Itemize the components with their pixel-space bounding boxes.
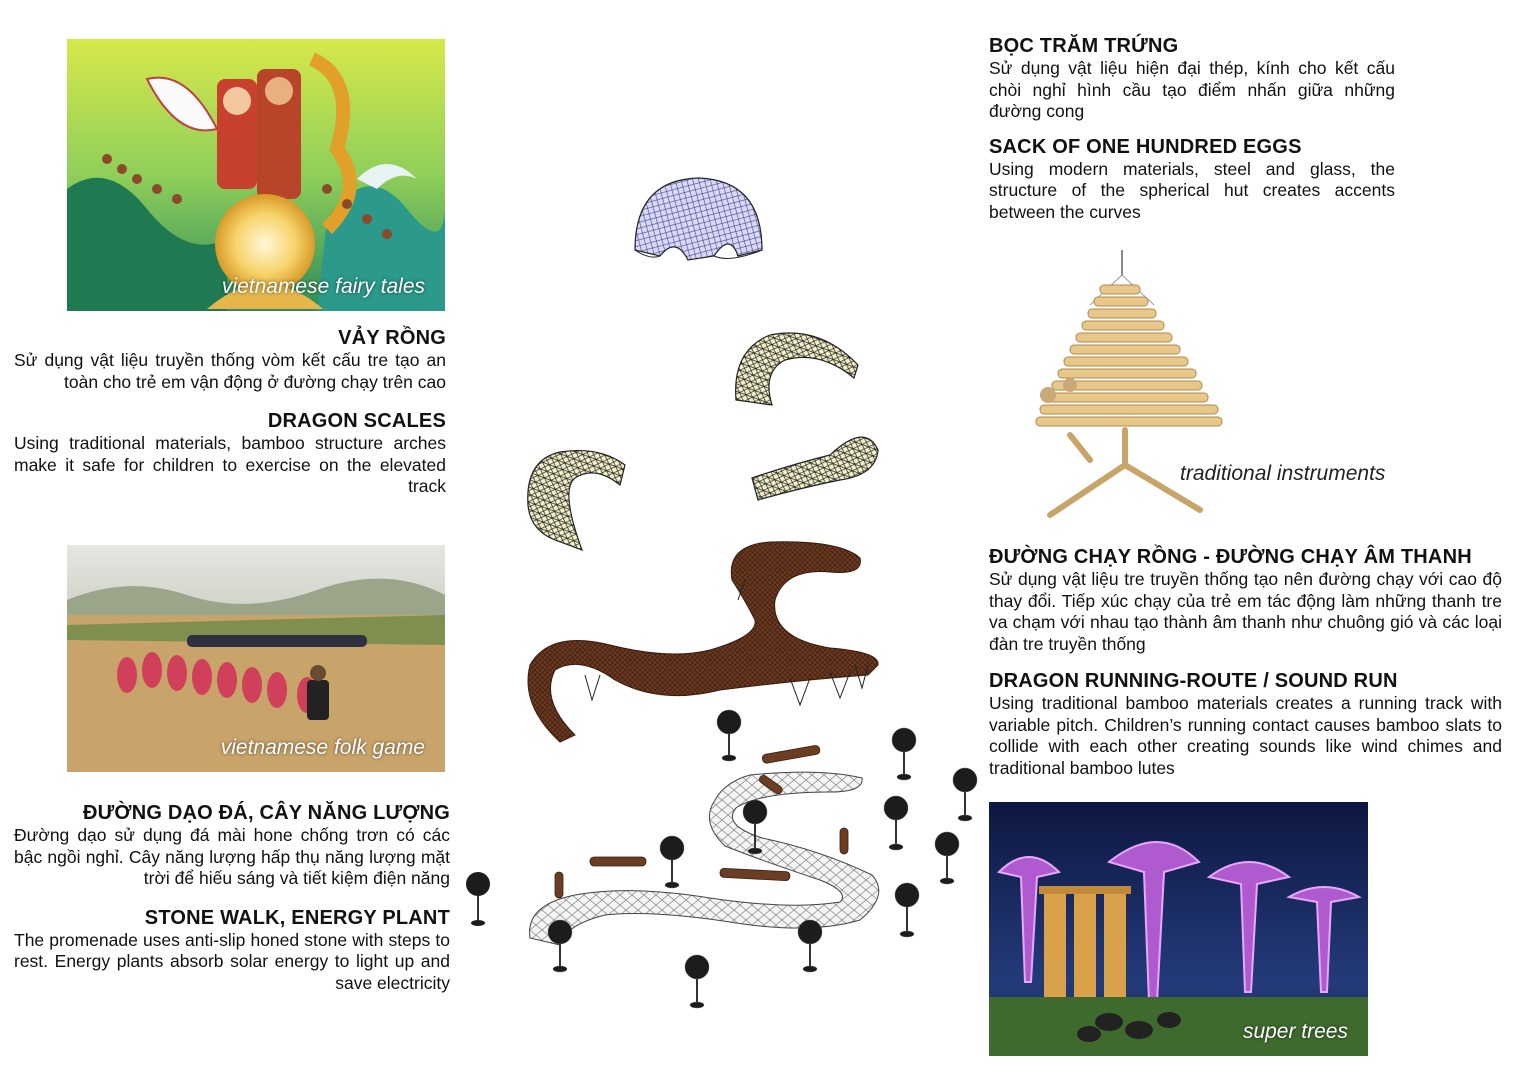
dragon-scales-title-vi: VẢY RỒNG [338,327,446,349]
folk-game-photo [67,545,445,772]
route-text-en: Using traditional bamboo materials creates a running track with variable pitch. Children’s running contact causes bamboo slats to collide with each other creating sounds like wind chimes and traditional bamboo lutes [989,693,1502,778]
fairy-tales-photo [67,39,445,311]
sack-block [989,34,1395,223]
stone-walkway [530,745,879,945]
exploded-axonometric-drawing [500,160,1000,1020]
dragon-scales-text-vi: Sử dụng vật liệu truyền thống vòm kết cấu tre tạo an toàn cho trẻ em vận động ở đường chạy trên cao [14,350,446,392]
sack-title-en: SACK OF ONE HUNDRED EGGS [989,135,1302,158]
route-block [989,545,1502,779]
route-title-en: DRAGON RUNNING-ROUTE / SOUND RUN [989,670,1398,692]
energy-tree-left-icon [464,870,492,930]
dragon-scales-text-en: Using traditional materials, bamboo structure arches make it safe for children to exercise on the elevated track [14,433,446,496]
sack-text-en: Using modern materials, steel and glass, the structure of the spherical hut creates accents between the curves [989,158,1395,222]
stone-walk-block [14,801,450,994]
dragon-scales-block [14,326,446,498]
dragon-running-track [528,542,878,742]
dome-hut [635,178,762,260]
fairy-tales-caption: vietnamese fairy tales [221,275,425,298]
stone-walk-text-en: The promenade uses anti-slip honed stone with steps to rest. Energy plants absorb solar energy to light up and save electricity [14,929,450,993]
route-title-vi: ĐƯỜNG CHẠY RỒNG - ĐƯỜNG CHẠY ÂM THANH [989,546,1472,568]
bamboo-canopies [528,333,878,550]
dragon-scales-title-en: DRAGON SCALES [267,410,446,432]
stone-walk-title-en: STONE WALK, ENERGY PLANT [144,906,450,929]
super-trees-caption: super trees [1242,1020,1348,1043]
stone-walk-title-vi: ĐƯỜNG DẠO ĐÁ, CÂY NĂNG LƯỢNG [83,802,450,824]
super-trees-photo [989,802,1368,1056]
sack-text-vi: Sử dụng vật liệu hiện đại thép, kính cho kết cấu chòi nghỉ hình cầu tạo điểm nhấn giữa những đường cong [989,58,1395,121]
route-text-vi: Sử dụng vật liệu tre truyền thống tạo nên đường chạy với cao độ thay đổi. Tiếp xúc chạy của trẻ em tác động làm những thanh tre va chạm với nhau tạo thành âm thanh như chuông gió và các loại đàn tre truyền thống [989,569,1502,654]
folk-game-caption: vietnamese folk game [220,736,425,759]
stone-walk-text-vi: Đường dạo sử dụng đá mài hone chống trơn có các bậc ngồi nghỉ. Cây năng lượng hấp thụ năng lượng mặt trời để hiếu sáng và tiết kiệm điện năng [14,825,450,888]
energy-trees [500,710,977,1008]
sack-title-vi: BỌC TRĂM TRỨNG [989,35,1179,57]
instruments-caption: traditional instruments [1180,462,1386,485]
